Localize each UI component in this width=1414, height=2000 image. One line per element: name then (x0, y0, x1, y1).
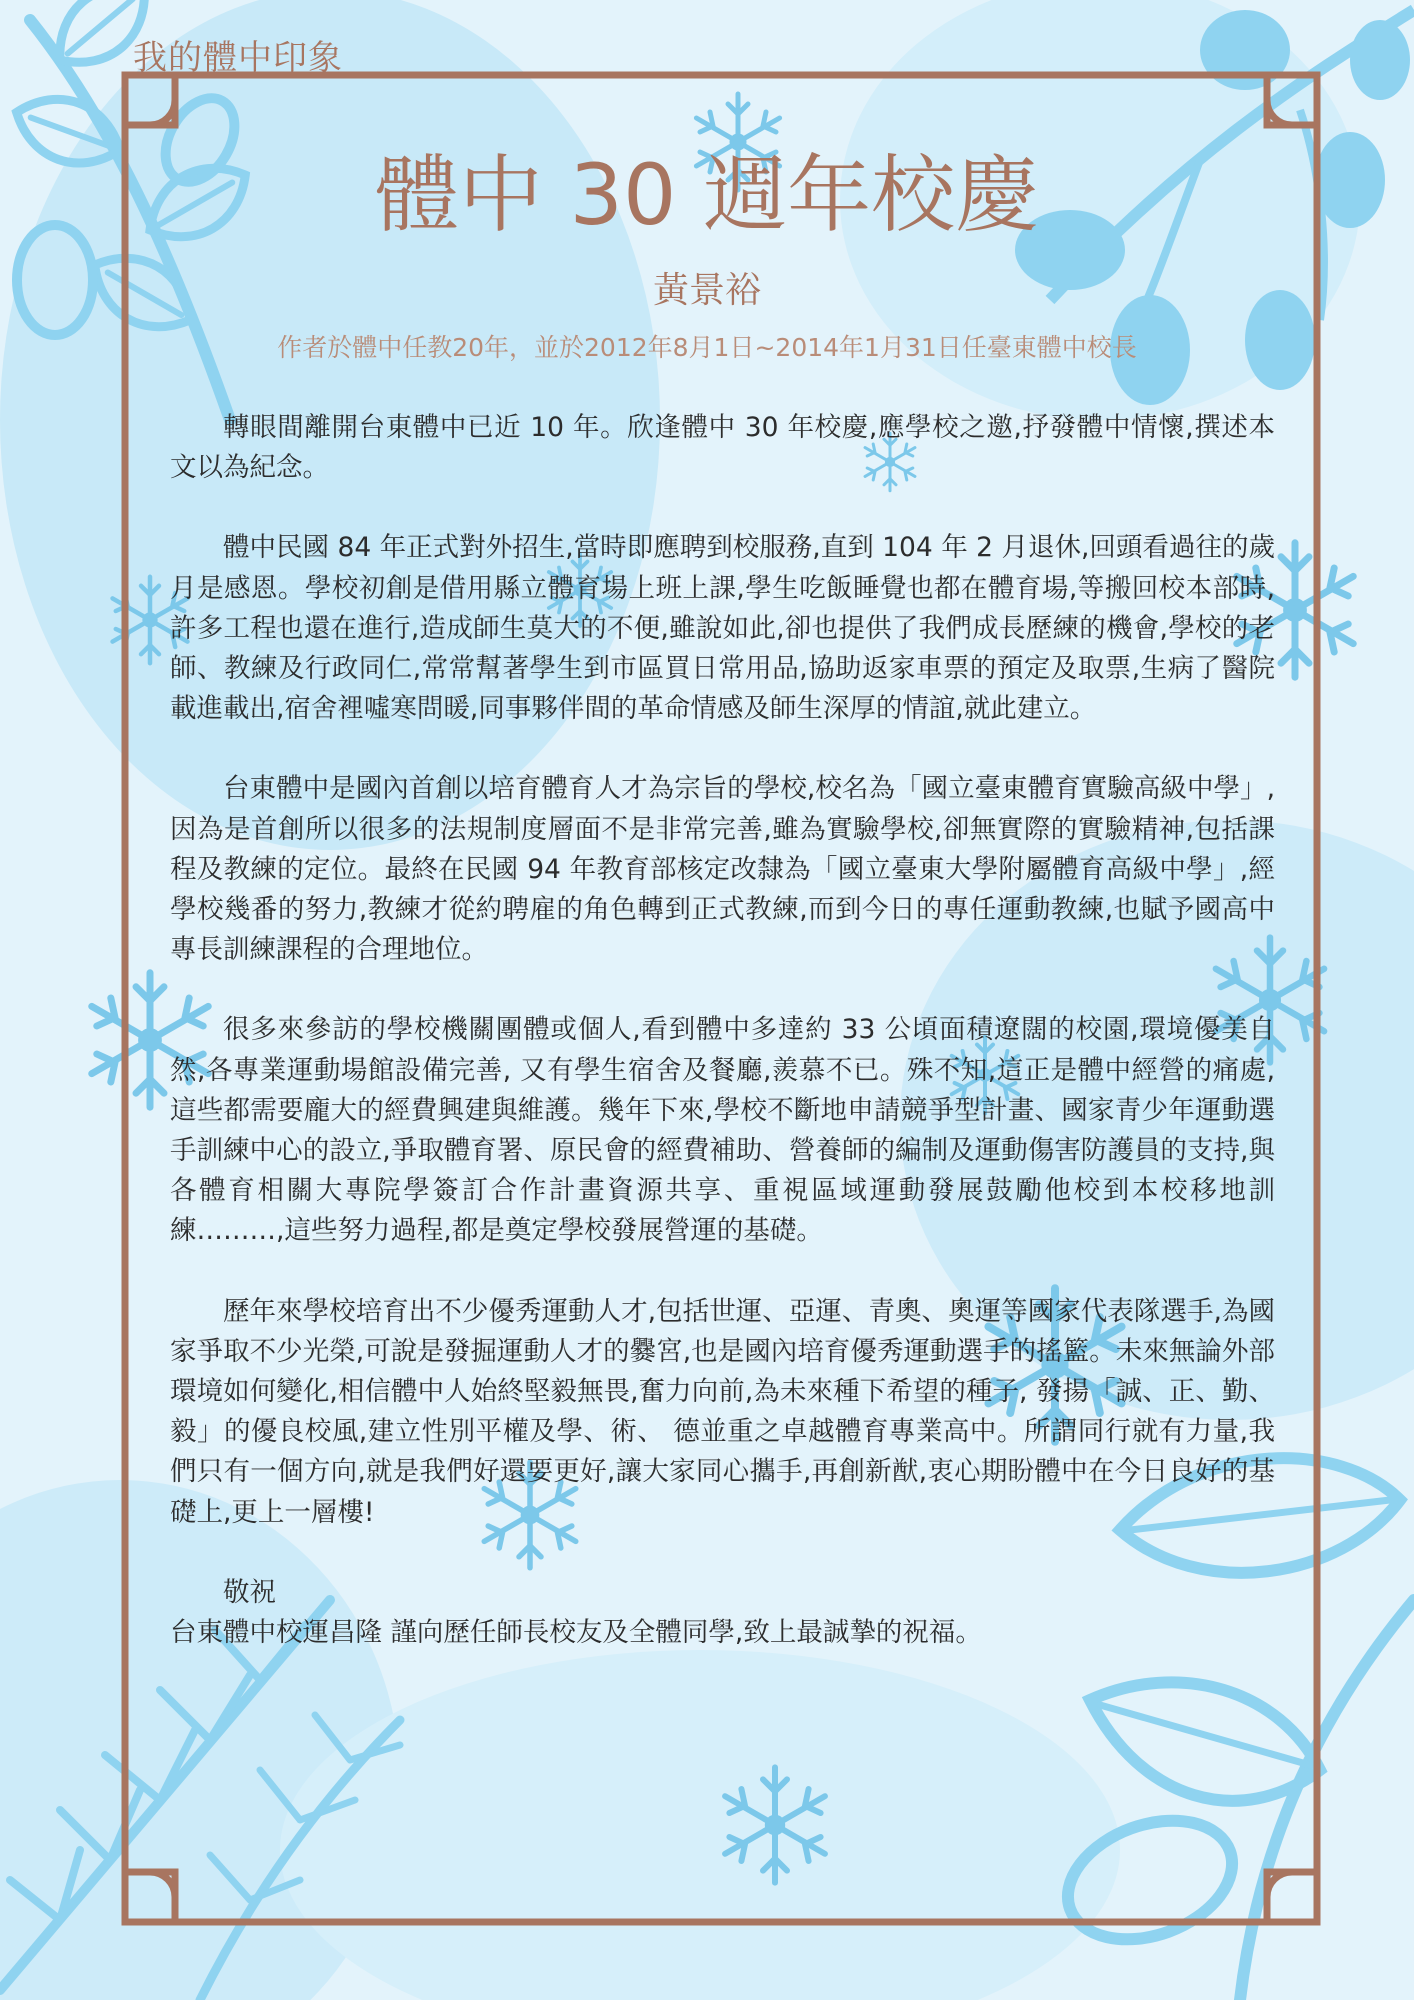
closing-salutation: 敬祝 (223, 1576, 276, 1608)
author-name: 黃景裕 (652, 270, 761, 311)
paragraph-1: 轉眼間離開台東體中已近 10 年。欣逢體中 30 年校慶,應學校之邀,抒發體中情懷,撰述本文以為紀念。 (170, 412, 1275, 484)
paragraph-4: 很多來參訪的學校機關團體或個人,看到體中多達約 33 公頃面積遼闊的校園,環境優美自然,各專業運動場館設備完善, 又有學生宿舍及餐廳,羨慕不已。殊不知,這正是體中經營的痛處,這些都需要龐大的經費興建與維護。幾年下來,學校不斷地申請競爭型計畫、國家青少年運動選手訓練中心的設立,爭取體育署、原民會的經費補助、營養師的編制及運動傷害防護員的支持,與各體育相關大專院學簽訂合作計畫資源共享、重視區域運動發展鼓勵他校到本校移地訓練………,這些努力過程,都是奠定學校發展營運的基礎。 (170, 1014, 1275, 1247)
page-title: 體中 30 週年校慶 (374, 146, 1040, 244)
paragraph-5: 歷年來學校培育出不少優秀運動人才,包括世運、亞運、青奧、奧運等國家代表隊選手,為國家爭取不少光榮,可說是發掘運動人才的爨宮,也是國內培育優秀運動選手的搖籃。未來無論外部環境如何變化,相信體中人始終堅毅無畏,奮力向前,為未來種下希望的種子, 發揚「誠、正、勤、毅」的優良校風,建立性別平權及學、術、 德並重之卓越體育專業高中。所謂同行就有力量,我們只有一個方向,就是我們好還要更好,讓大家同心攜手,再創新猷,衷心期盼體中在今日良好的基礎上,更上一層樓! (170, 1295, 1275, 1528)
paragraph-3: 台東體中是國內首創以培育體育人才為宗旨的學校,校名為「國立臺東體育實驗高級中學」,因為是首創所以很多的法規制度層面不是非常完善,雖為實驗學校,卻無實際的實驗精神,包括課程及教練的定位。最終在民國 94 年教育部核定改隸為「國立臺東大學附屬體育高級中學」,經學校幾番的努力,教練才從約聘雇的角色轉到正式教練,而到今日的專任運動教練,也賦予國高中專長訓練課程的合理地位。 (170, 773, 1275, 966)
closing-signature: 台東體中校運昌隆 謹向歷任師長校友及全體同學,致上最誠摯的祝福。 (170, 1617, 982, 1649)
section-tag: 我的體中印象 (133, 38, 343, 78)
paragraph-2: 體中民國 84 年正式對外招生,當時即應聘到校服務,直到 104 年 2 月退休,回頭看過往的歲月是感恩。學校初創是借用縣立體育場上班上課,學生吃飯睡覺也都在體育場,等搬回校本部時,許多工程也還在進行,造成師生莫大的不便,雖說如此,卻也提供了我們成長歷練的機會,學校的老師、教練及行政同仁,常常幫著學生到市區買日常用品,協助返家車票的預定及取票,生病了醫院載進載出,宿舍裡噓寒問暖,同事夥伴間的革命情感及師生深厚的情誼,就此建立。 (170, 532, 1275, 725)
author-note: 作者於體中任教20年，並於2012年8月1日~2014年1月31日任臺東體中校長 (277, 333, 1137, 362)
article-body (170, 408, 1275, 1653)
